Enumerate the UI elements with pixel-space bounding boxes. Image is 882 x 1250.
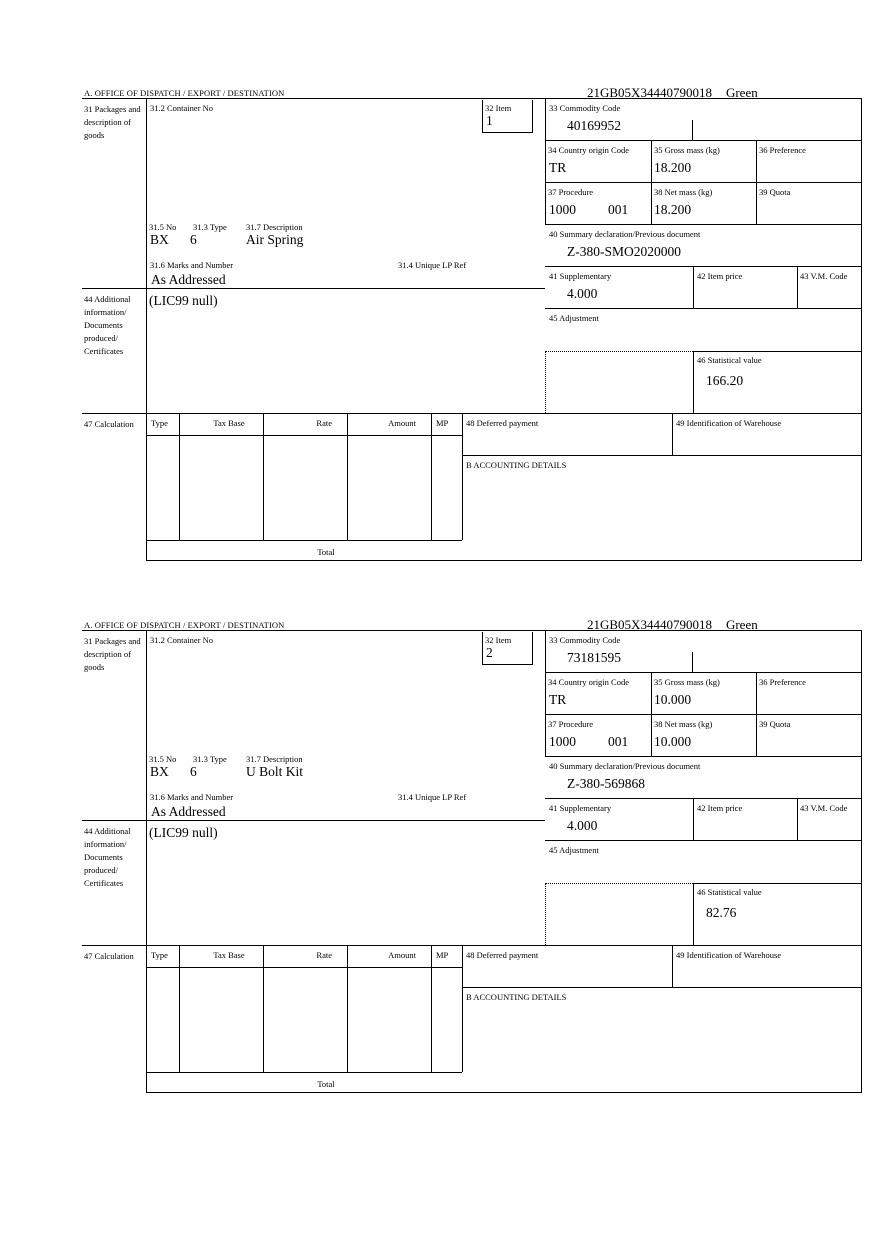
col-mp-label: MP	[436, 950, 449, 960]
unique-lp-label: 31.4 Unique LP Ref	[398, 792, 467, 802]
package-no-value: BX	[150, 232, 169, 247]
calculation-label: 47 Calculation	[84, 951, 134, 961]
col-amount-label: Amount	[388, 418, 416, 428]
warehouse-label: 49 Identification of Warehouse	[676, 950, 782, 960]
gross-mass-value: 18.200	[654, 160, 692, 175]
statistical-value: 82.76	[706, 905, 737, 920]
quota-label: 39 Quota	[759, 187, 791, 197]
summary-value: Z-380-SMO2020000	[567, 244, 681, 259]
preference-label: 36 Preference	[759, 145, 806, 155]
route-status: Green	[725, 85, 758, 100]
quota-label: 39 Quota	[759, 719, 791, 729]
net-mass-label: 38 Net mass (kg)	[654, 187, 713, 197]
summary-value: Z-380-569868	[567, 776, 645, 791]
package-type-value: 6	[190, 764, 197, 779]
calculation-label: 47 Calculation	[84, 419, 134, 429]
commodity-label: 33 Commodity Code	[549, 635, 621, 645]
marks-label: 31.6 Marks and Number	[150, 260, 234, 270]
warehouse-label: 49 Identification of Warehouse	[676, 418, 782, 428]
supplementary-value: 4.000	[567, 286, 598, 301]
procedure-label: 37 Procedure	[548, 187, 594, 197]
packages-label: 31 Packages and description of goods	[84, 636, 141, 672]
description-value: U Bolt Kit	[246, 764, 304, 779]
package-type-label: 31.3 Type	[193, 222, 227, 232]
net-mass-value: 18.200	[654, 202, 692, 217]
item-number: 1	[486, 113, 493, 128]
container-label: 31.2 Container No	[150, 103, 214, 113]
goods-item-form	[0, 617, 882, 1152]
item-label: 32 Item	[485, 635, 512, 645]
additional-info-value: (LIC99 null)	[149, 825, 218, 840]
gross-mass-label: 35 Gross mass (kg)	[654, 677, 720, 687]
item-number: 2	[486, 645, 493, 660]
packages-label: 31 Packages and description of goods	[84, 104, 141, 140]
col-mp-label: MP	[436, 418, 449, 428]
adjustment-label: 45 Adjustment	[549, 845, 599, 855]
supplementary-label: 41 Supplementary	[549, 271, 612, 281]
unique-lp-label: 31.4 Unique LP Ref	[398, 260, 467, 270]
deferred-payment-label: 48 Deferred payment	[466, 950, 539, 960]
commodity-value: 73181595	[567, 650, 621, 665]
preference-label: 36 Preference	[759, 677, 806, 687]
col-taxbase-label: Tax Base	[213, 950, 245, 960]
procedure-value: 1000	[549, 202, 576, 217]
country-label: 34 Country origin Code	[548, 145, 629, 155]
col-rate-label: Rate	[316, 418, 332, 428]
accounting-details-label: B ACCOUNTING DETAILS	[466, 460, 567, 470]
reference-number: 21GB05X34440790018	[587, 617, 712, 632]
total-label: Total	[317, 1079, 335, 1089]
item-label: 32 Item	[485, 103, 512, 113]
procedure-value: 1000	[549, 734, 576, 749]
form-frame	[146, 98, 862, 561]
gross-mass-value: 10.000	[654, 692, 692, 707]
procedure-extra-value: 001	[608, 202, 629, 217]
commodity-label: 33 Commodity Code	[549, 103, 621, 113]
additional-info-label: 44 Additional information/ Documents produced/ Certificates	[84, 826, 131, 888]
total-label: Total	[317, 547, 335, 557]
vm-code-label: 43 V.M. Code	[800, 271, 848, 281]
package-no-label: 31.5 No	[149, 754, 177, 764]
description-label: 31.7 Description	[246, 222, 303, 232]
deferred-payment-label: 48 Deferred payment	[466, 418, 539, 428]
col-type-label: Type	[151, 418, 168, 428]
procedure-extra-value: 001	[608, 734, 629, 749]
statistical-label: 46 Statistical value	[697, 355, 762, 365]
supplementary-value: 4.000	[567, 818, 598, 833]
reference-number: 21GB05X34440790018	[587, 85, 712, 100]
summary-label: 40 Summary declaration/Previous document	[549, 229, 701, 239]
route-status: Green	[725, 617, 758, 632]
container-label: 31.2 Container No	[150, 635, 214, 645]
col-amount-label: Amount	[388, 950, 416, 960]
accounting-details-label: B ACCOUNTING DETAILS	[466, 992, 567, 1002]
item-price-label: 42 Item price	[697, 271, 743, 281]
form-frame	[146, 630, 862, 1093]
item-price-label: 42 Item price	[697, 803, 743, 813]
gross-mass-label: 35 Gross mass (kg)	[654, 145, 720, 155]
adjustment-label: 45 Adjustment	[549, 313, 599, 323]
statistical-value: 166.20	[706, 373, 744, 388]
commodity-value: 40169952	[567, 118, 621, 133]
description-label: 31.7 Description	[246, 754, 303, 764]
additional-info-value: (LIC99 null)	[149, 293, 218, 308]
net-mass-label: 38 Net mass (kg)	[654, 719, 713, 729]
marks-label: 31.6 Marks and Number	[150, 792, 234, 802]
country-value: TR	[549, 160, 567, 175]
package-no-value: BX	[150, 764, 169, 779]
summary-label: 40 Summary declaration/Previous document	[549, 761, 701, 771]
package-type-label: 31.3 Type	[193, 754, 227, 764]
col-rate-label: Rate	[316, 950, 332, 960]
procedure-label: 37 Procedure	[548, 719, 594, 729]
country-value: TR	[549, 692, 567, 707]
supplementary-label: 41 Supplementary	[549, 803, 612, 813]
description-value: Air Spring	[246, 232, 304, 247]
package-no-label: 31.5 No	[149, 222, 177, 232]
country-label: 34 Country origin Code	[548, 677, 629, 687]
col-type-label: Type	[151, 950, 168, 960]
statistical-label: 46 Statistical value	[697, 887, 762, 897]
vm-code-label: 43 V.M. Code	[800, 803, 848, 813]
net-mass-value: 10.000	[654, 734, 692, 749]
additional-info-label: 44 Additional information/ Documents produced/ Certificates	[84, 294, 131, 356]
office-label: A. OFFICE OF DISPATCH / EXPORT / DESTINATION	[84, 620, 285, 630]
col-taxbase-label: Tax Base	[213, 418, 245, 428]
marks-value: As Addressed	[151, 804, 226, 819]
marks-value: As Addressed	[151, 272, 226, 287]
office-label: A. OFFICE OF DISPATCH / EXPORT / DESTINATION	[84, 88, 285, 98]
goods-item-form	[0, 85, 882, 620]
package-type-value: 6	[190, 232, 197, 247]
